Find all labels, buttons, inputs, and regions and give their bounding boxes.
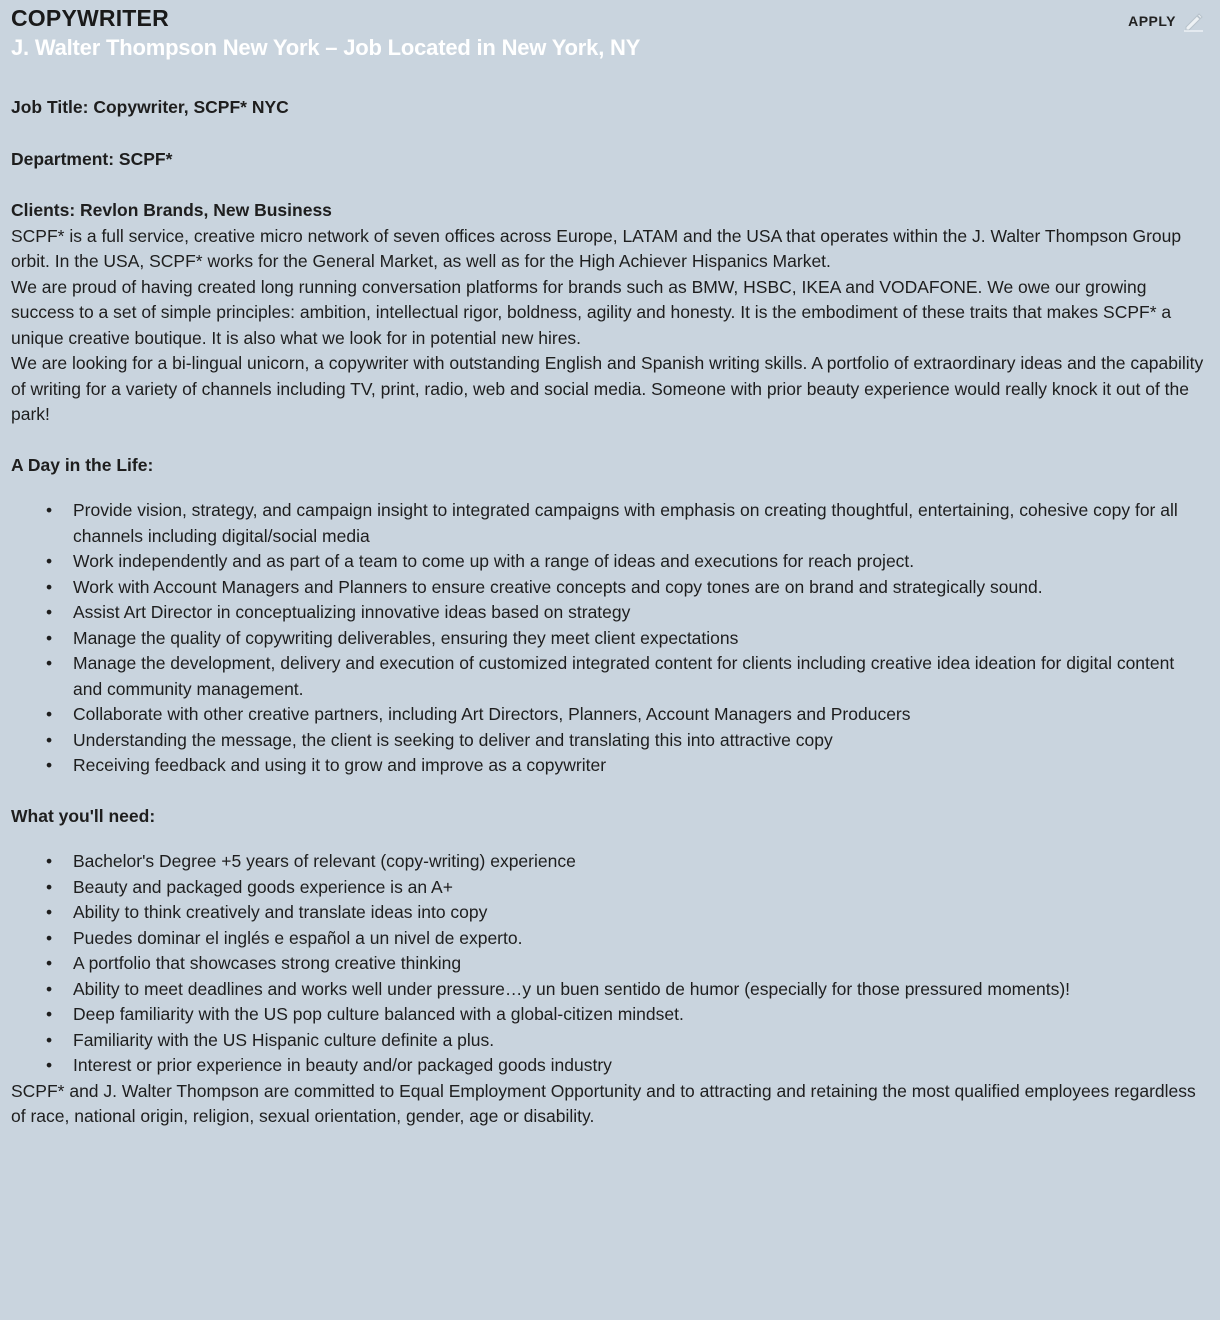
- posting-body: [11, 95, 1206, 1130]
- list-item: • Provide vision, strategy, and campaign insight to integrated campaigns with emphasis on creating thoughtful, entertaining, cohesive copy for all channels including digital/social media: [73, 498, 1206, 549]
- section-heading-day-in-life: A Day in the Life:: [11, 454, 154, 475]
- posting-header: [11, 4, 1206, 66]
- list-item: • Ability to think creatively and translate ideas into copy: [73, 900, 1206, 926]
- intro-paragraph: We are proud of having created long running conversation platforms for brands such as BMW, HSBC, IKEA and VODAFONE. We owe our growing success to a set of simple principles: ambition, intellectual rigor, boldness, agility and honesty. It is the embodiment of these traits that makes SCPF* a unique creative boutique. It is also what we look for in potential new hires.: [11, 276, 1172, 348]
- list-item: • Deep familiarity with the US pop culture balanced with a global-citizen mindset.: [73, 1002, 1206, 1028]
- requirements-list: [11, 849, 1206, 1079]
- list-item: • Collaborate with other creative partners, including Art Directors, Planners, Account Managers and Producers: [73, 702, 1206, 728]
- list-item: • Assist Art Director in conceptualizing innovative ideas based on strategy: [73, 600, 1206, 626]
- list-item: • Understanding the message, the client is seeking to deliver and translating this into attractive copy: [73, 728, 1206, 754]
- list-item: • Manage the quality of copywriting deliverables, ensuring they meet client expectations: [73, 626, 1206, 652]
- list-item: • Beauty and packaged goods experience is an A+: [73, 875, 1206, 901]
- list-item: • Work independently and as part of a team to come up with a range of ideas and executions for reach project.: [73, 549, 1206, 575]
- list-item: • Puedes dominar el inglés e español a un nivel de experto.: [73, 926, 1206, 952]
- list-item: • Manage the development, delivery and execution of customized integrated content for clients including creative idea ideation for digital content and community management.: [73, 651, 1206, 702]
- apply-label: APPLY: [1128, 13, 1176, 29]
- list-item: • A portfolio that showcases strong creative thinking: [73, 951, 1206, 977]
- list-item: • Work with Account Managers and Planners to ensure creative concepts and copy tones are on brand and strategically sound.: [73, 575, 1206, 601]
- intro-paragraph: We are looking for a bi-lingual unicorn, a copywriter with outstanding English and Spanish writing skills. A portfolio of extraordinary ideas and the capability of writing for a variety of channels including TV, print, radio, web and social media. Someone with prior beauty experience would really knock it out of the park!: [11, 353, 1204, 424]
- intro-paragraph: SCPF* is a full service, creative micro network of seven offices across Europe, LATAM and the USA that operates within the J. Walter Thompson Group orbit. In the USA, SCPF* works for the General Market, as well as for the High Achiever Hispanics Market.: [11, 225, 1182, 271]
- page-title: COPYWRITER: [11, 5, 169, 31]
- list-item: • Receiving feedback and using it to grow and improve as a copywriter: [73, 753, 1206, 779]
- eeo-statement: SCPF* and J. Walter Thompson are committed to Equal Employment Opportunity and to attracting and retaining the most qualified employees regardless of race, national origin, religion, sexual orientation, gender, age or disability.: [11, 1080, 1196, 1126]
- department-line: Department: SCPF*: [11, 148, 173, 169]
- job-title-line: Job Title: Copywriter, SCPF* NYC: [11, 97, 289, 117]
- list-item: • Familiarity with the US Hispanic culture definite a plus.: [73, 1028, 1206, 1054]
- company-location-line: J. Walter Thompson New York – Job Located in New York, NY: [11, 35, 641, 60]
- pencil-icon: [1182, 10, 1204, 32]
- list-item: • Interest or prior experience in beauty and/or packaged goods industry: [73, 1053, 1206, 1079]
- section-heading-requirements: What you'll need:: [11, 805, 156, 826]
- clients-line: Clients: Revlon Brands, New Business: [11, 200, 332, 220]
- list-item: • Bachelor's Degree +5 years of relevant (copy-writing) experience: [73, 849, 1206, 875]
- list-item: • Ability to meet deadlines and works well under pressure…y un buen sentido de humor (especially for those pressured moments)!: [73, 977, 1206, 1003]
- day-in-life-list: [11, 498, 1206, 779]
- apply-button[interactable]: [1128, 10, 1204, 32]
